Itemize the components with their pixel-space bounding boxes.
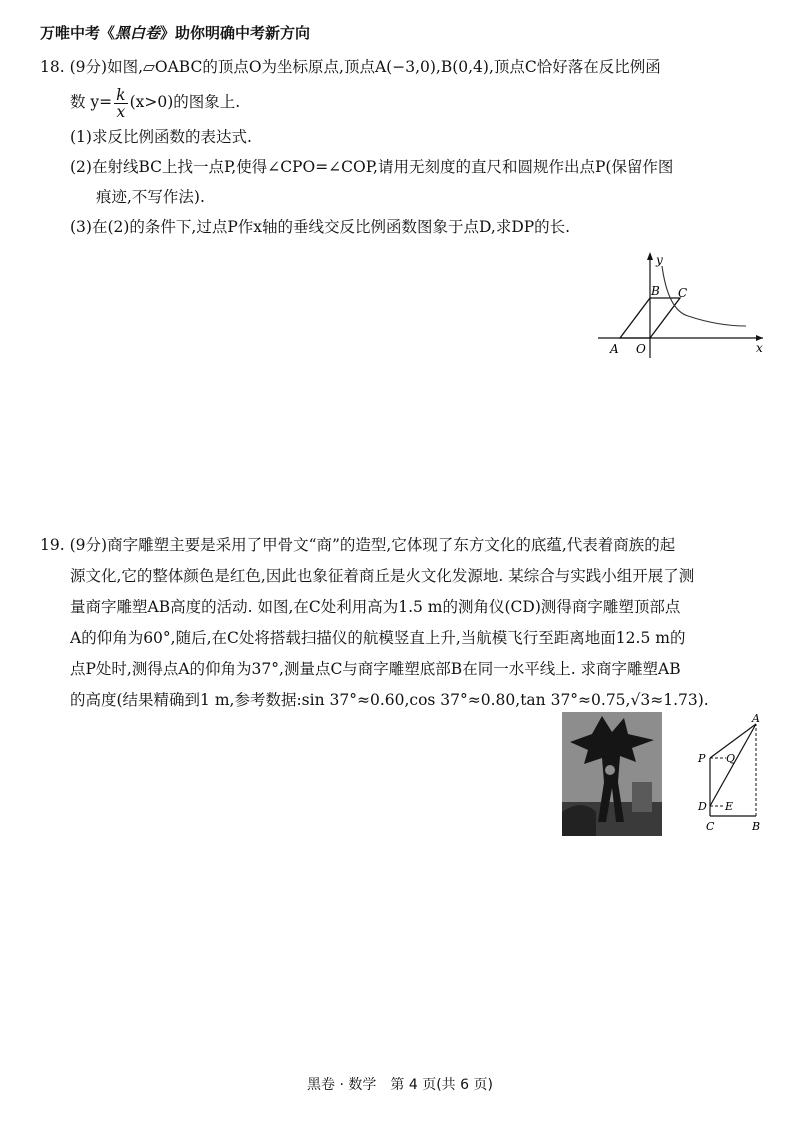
q18-intro-b1: 数 y= (70, 93, 113, 111)
q18-number: 18. (40, 58, 65, 76)
header-brand: 黑白卷 (115, 24, 161, 42)
q19-line-6: 的高度(结果精确到1 m,参考数据:sin 37°≈0.60,cos 37°≈0.80,tan 37°≈0.75,√3≈1.73). (70, 691, 709, 709)
q18-frac-den: x (116, 102, 126, 121)
q18-fraction (114, 87, 127, 120)
q18-label-x: x (756, 341, 763, 355)
hyperbola-curve (662, 266, 746, 326)
q18-part2-b: 痕迹,不写作法). (96, 188, 205, 206)
q18-part1: (1)求反比例函数的表达式. (70, 128, 252, 146)
q18-label-b: B (651, 284, 660, 298)
q19-line-3: 量商字雕塑AB高度的活动. 如图,在C处利用高为1.5 m的测角仪(CD)测得商字雕塑顶部点 (70, 598, 681, 616)
q19-label-b: B (752, 820, 761, 833)
sculpture-photo (562, 712, 662, 836)
photo-building (632, 782, 652, 812)
q19-line-1: 商字雕塑主要是采用了甲骨文“商”的造型,它体现了东方文化的底蕴,代表着商族的起 (107, 536, 676, 554)
page-footer: 黑卷 · 数学 第 4 页(共 6 页) (307, 1077, 493, 1093)
q18-label-c: C (678, 286, 688, 300)
q18-label-y: y (656, 253, 663, 267)
q18-part3: (3)在(2)的条件下,过点P作x轴的垂线交反比例函数图象于点D,求DP的长. (70, 218, 571, 236)
q19-line-5: 点P处时,测得点A的仰角为37°,测量点C与商字雕塑底部B在同一水平线上. 求商字雕塑AB (70, 660, 681, 678)
q19-label-c: C (706, 820, 715, 833)
q18-intro-b2: (x>0)的图象上. (129, 93, 241, 111)
q18-intro-a: 如图,▱OABC的顶点O为坐标原点,顶点A(−3,0),B(0,4),顶点C恰好落在反比例函 (107, 58, 661, 76)
q19-number: 19. (40, 536, 65, 554)
header-suffix: 》助你明确中考新方向 (160, 24, 311, 42)
sight-line-da (710, 724, 756, 806)
q19-label-e: E (725, 800, 734, 813)
q18-label-o: O (636, 342, 646, 356)
q19-label-d: D (698, 800, 707, 813)
page-header (40, 22, 310, 43)
q19-score: (9分) (69, 536, 108, 554)
y-axis-arrow (647, 252, 653, 260)
photo-trees (562, 805, 596, 836)
photo-sculpture-hole (605, 765, 615, 775)
q18-figure (598, 250, 768, 362)
question-19 (40, 530, 770, 716)
q19-label-q: Q (726, 752, 736, 765)
q18-part2-a: (2)在射线BC上找一点P,使得∠CPO=∠COP,请用无刻度的直尺和圆规作出点P(保留作图 (70, 158, 674, 176)
header-prefix: 万唯中考《 (40, 24, 116, 42)
q19-label-p: P (698, 752, 706, 765)
q19-label-a: A (752, 712, 760, 725)
q19-figure (690, 710, 770, 834)
q18-score: (9分) (69, 58, 108, 76)
q19-line-4: A的仰角为60°,随后,在C处将搭载扫描仪的航模竖直上升,当航模飞行至距离地面12.5 m的 (70, 629, 686, 647)
question-18 (40, 52, 770, 242)
q18-frac-num: k (116, 85, 126, 104)
q18-label-a: A (610, 342, 619, 356)
q19-line-2: 源文化,它的整体颜色是红色,因此也象征着商丘是火文化发源地. 某综合与实践小组开展了测 (70, 567, 695, 585)
